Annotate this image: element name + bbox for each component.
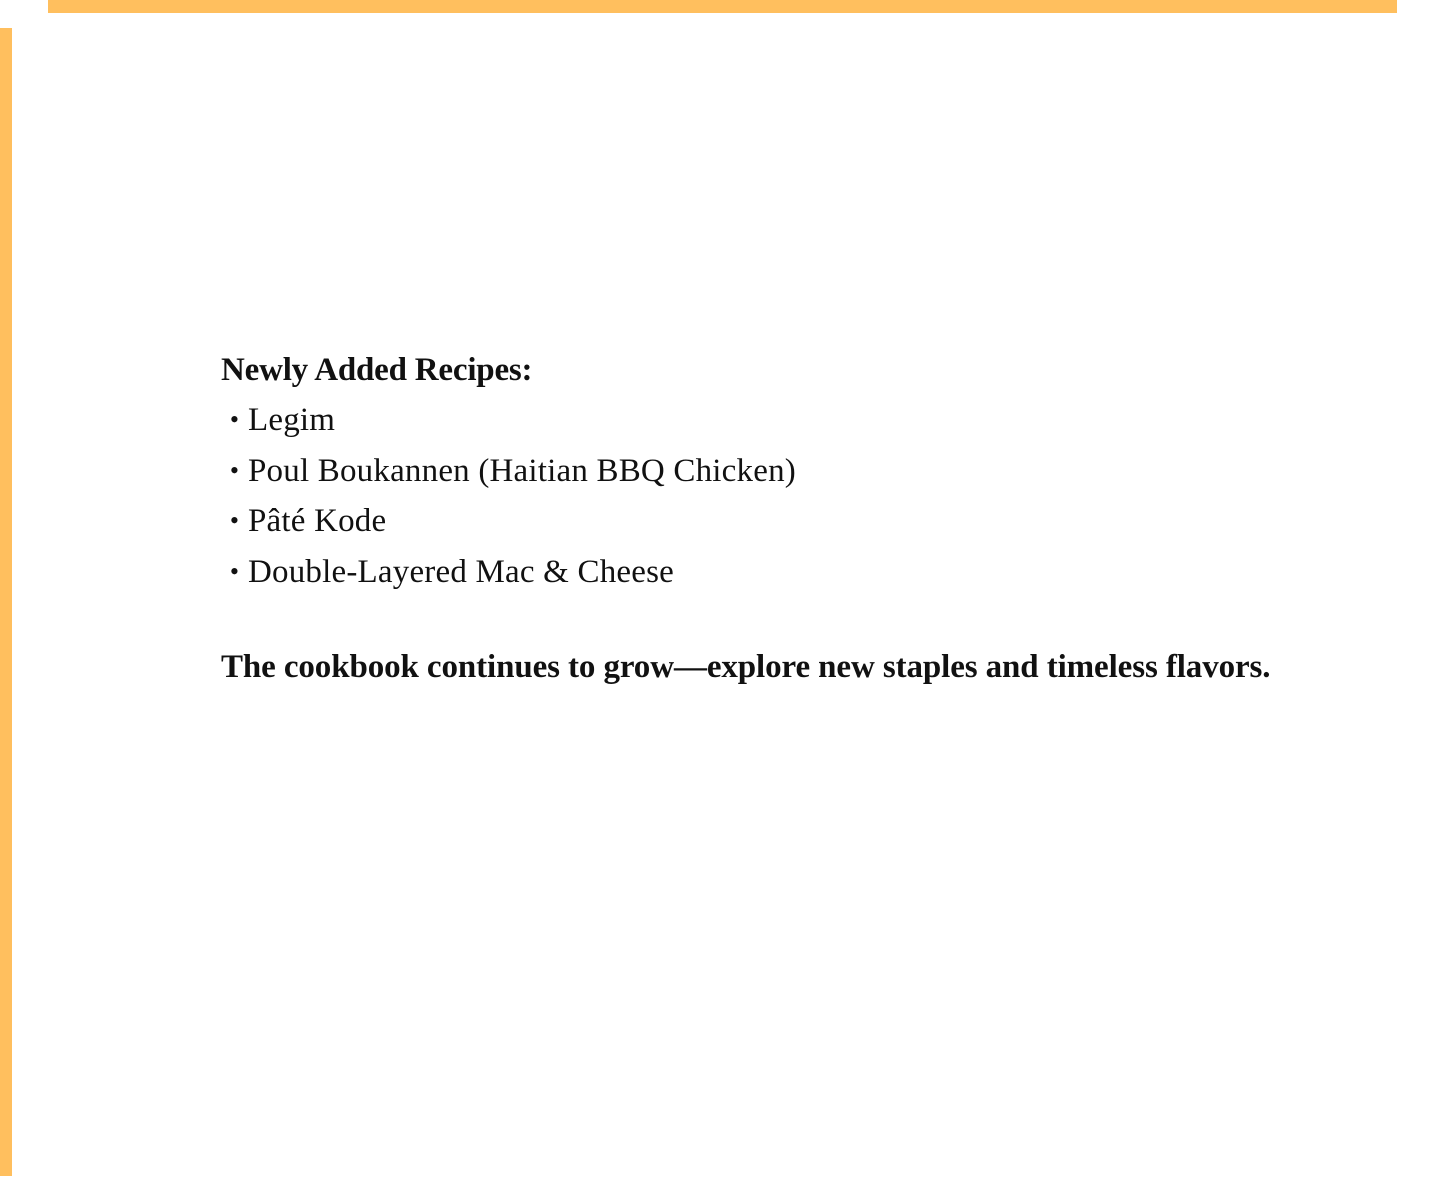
bullet-icon: • <box>229 556 240 586</box>
top-accent-bar <box>48 0 1397 13</box>
recipes-heading: Newly Added Recipes: <box>221 352 533 388</box>
announcement-content <box>221 346 1401 692</box>
bullet-icon: • <box>229 506 240 535</box>
recipe-label: Poul Boukannen (Haitian BBQ Chicken) <box>248 452 796 489</box>
recipe-item-pate-kode <box>221 496 1401 547</box>
recipe-label: Pâté Kode <box>248 503 387 539</box>
tagline: The cookbook continues to grow—explore new staples and timeless flavors. <box>221 649 1271 685</box>
bullet-icon: • <box>229 455 240 485</box>
recipe-item-mac-and-cheese <box>221 547 1401 598</box>
recipe-item-poul-boukannen <box>221 446 1401 497</box>
recipe-label: Legim <box>248 402 336 438</box>
bullet-icon: • <box>229 405 240 434</box>
recipe-label: Double-Layered Mac & Cheese <box>248 553 674 590</box>
left-accent-bar <box>0 28 12 1176</box>
recipe-list <box>221 395 1401 597</box>
recipe-item-legim <box>221 395 1401 446</box>
